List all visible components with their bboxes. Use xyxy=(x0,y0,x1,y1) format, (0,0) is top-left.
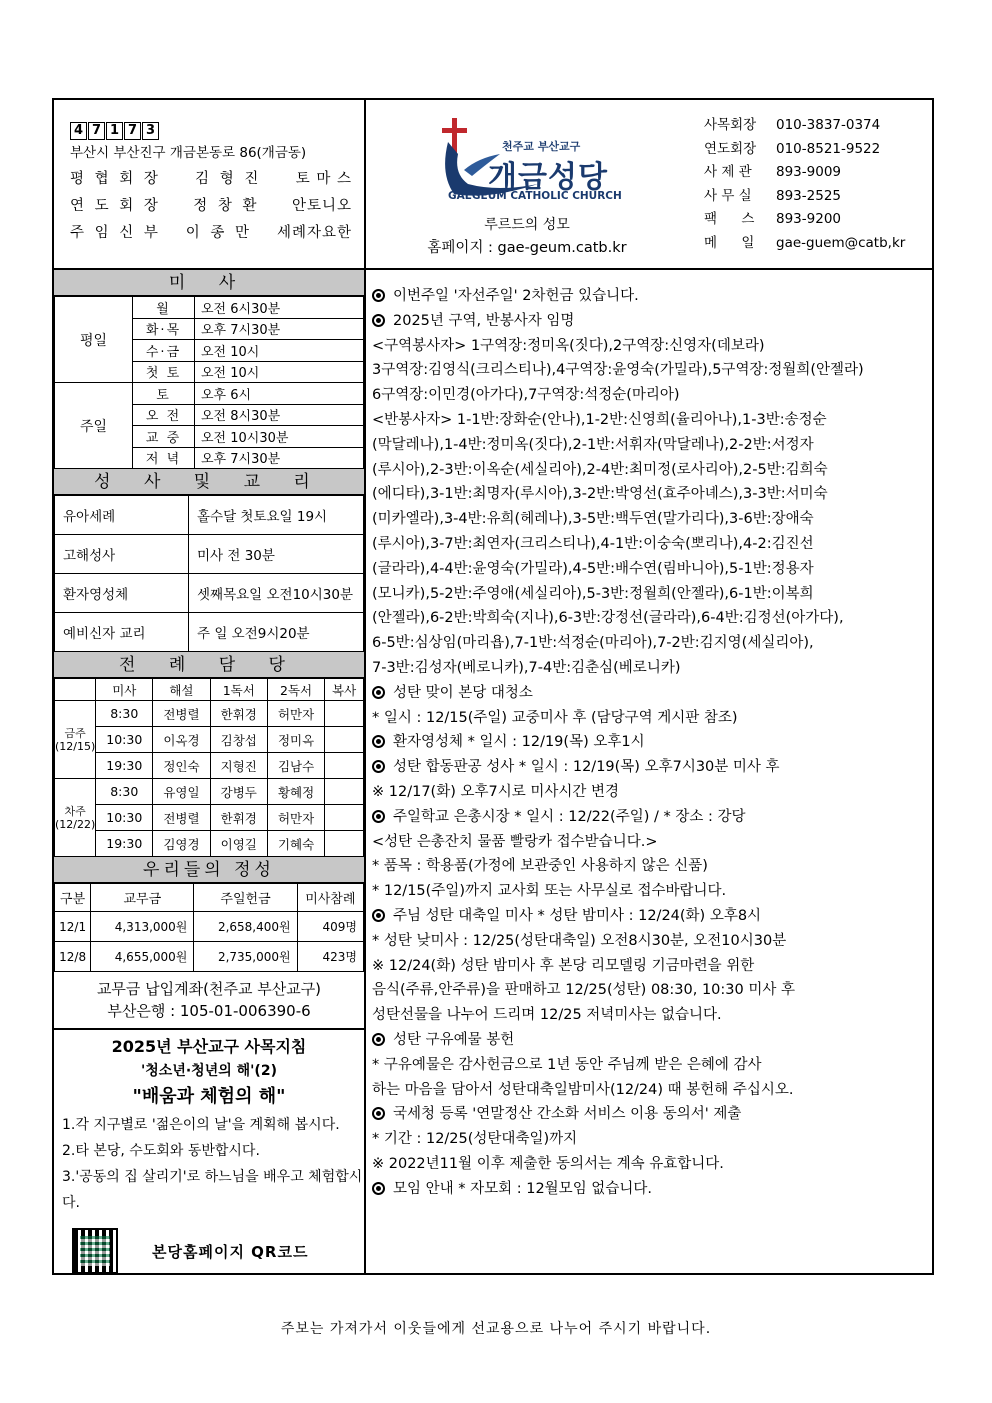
person-name: 김 형 진 xyxy=(195,171,262,187)
table-row: 환자영성체 셋째목요일 오전10시30분 xyxy=(55,574,364,613)
table-row: 12/1 4,313,000원 2,658,400원 409명 xyxy=(55,912,364,942)
notice-line: (모니카),5-2반:주영애(세실리아),5-3반:정월희(안젤라),6-1반:이복희 xyxy=(372,585,814,602)
notice-heading: 2025년 구역, 반봉사자 임명 xyxy=(372,309,932,334)
notice-line: ※ 12/24(화) 성탄 밤미사 후 본당 리모델링 기금마련을 위한 xyxy=(372,957,755,974)
next-week-label: 차주(12/22) xyxy=(55,779,96,857)
contact-row: 사목회장 010-3837-0374 xyxy=(704,117,881,133)
person-name: 정 창 환 xyxy=(193,198,260,214)
table-row: 10:30 전병렬 한휘경 허만자 xyxy=(55,805,364,831)
notice-line: * 구유예물은 감사헌금으로 1년 동안 주님께 받은 은혜에 감사 xyxy=(372,1056,762,1073)
table-header-row: 미사 해설 1독서 2독서 복사 xyxy=(55,679,364,701)
table-row: 수·금 오전 10시 xyxy=(55,340,364,362)
zip-digit: 7 xyxy=(124,122,141,140)
table-row: 19:30 정인숙 지형진 김남수 xyxy=(55,753,364,779)
notice-line: * 기간 : 12/25(성탄대축일)까지 xyxy=(372,1131,578,1148)
sacraments-table xyxy=(54,495,364,652)
zip-digit: 7 xyxy=(88,122,105,140)
mass-section-title: 미 사 xyxy=(54,270,364,296)
qr-section xyxy=(54,1228,364,1274)
bullet-icon xyxy=(372,686,385,699)
bullet-icon xyxy=(372,909,385,922)
table-row: 첫 토 오전 10시 xyxy=(55,361,364,383)
contact-row: 메 일 gae-guem@catb,kr xyxy=(704,232,932,256)
bullet-icon xyxy=(372,760,385,773)
notice-line: ※ 12/17(화) 오후7시로 미사시간 변경 xyxy=(372,783,619,800)
this-week-label: 금주(12/15) xyxy=(55,701,96,779)
qr-label: 본당홈페이지 QR코드 xyxy=(152,1242,309,1261)
notice-line: * 일시 : 12/15(주일) 교중미사 후 (담당구역 게시판 참조) xyxy=(372,709,738,726)
homepage-link[interactable]: 홈페이지 : gae-geum.catb.kr xyxy=(427,240,627,256)
table-row: 12/8 4,655,000원 2,735,000원 423명 xyxy=(55,942,364,972)
pastoral-theme: "배움과 체험의 해" xyxy=(132,1086,286,1107)
list-item: 3.'공동의 집 살리기'로 하느님을 배우고 체험합시다. xyxy=(62,1169,363,1211)
church-name: 개금성당 xyxy=(488,160,608,195)
notices-column xyxy=(372,284,932,1201)
qr-code-icon[interactable] xyxy=(72,1228,118,1274)
zip-digit: 1 xyxy=(106,122,123,140)
mass-schedule-table xyxy=(54,296,364,469)
church-address: 부산시 부산진구 개금본동로 86(개금동) xyxy=(70,145,307,161)
notice-heading: 주일학교 은총시장 * 일시 : 12/22(주일) / * 장소 : 강당 xyxy=(372,805,932,830)
contact-list xyxy=(704,114,932,255)
church-logo-block xyxy=(366,100,688,268)
liturgy-table xyxy=(54,678,364,857)
notice-line: * 12/15(주일)까지 교사회 또는 사무실로 접수바랍니다. xyxy=(372,883,727,900)
bullet-icon xyxy=(372,1033,385,1046)
pastoral-title: 2025년 부산교구 사목지침 xyxy=(111,1037,307,1056)
table-row: 예비신자 교리 주 일 오전9시20분 xyxy=(55,613,364,652)
person-row xyxy=(70,193,360,220)
bullet-icon xyxy=(372,810,385,823)
notice-heading: 주님 성탄 대축일 미사 * 성탄 밤미사 : 12/24(화) 오후8시 xyxy=(372,904,932,929)
sunday-label: 주일 xyxy=(55,383,133,469)
notice-line: 6구역장:이민경(아가다),7구역장:석정순(마리아) xyxy=(372,387,680,404)
offerings-table xyxy=(54,883,364,972)
notice-line: * 품목 : 학용품(가정에 보관중인 사용하지 않은 신품) xyxy=(372,858,708,875)
table-row: 고해성사 미사 전 30분 xyxy=(55,535,364,574)
table-header-row: 구분 교무금 주일헌금 미사참례 xyxy=(55,884,364,912)
bullet-icon xyxy=(372,1182,385,1195)
person-role: 평 협 회 장 xyxy=(70,171,161,187)
bullet-icon xyxy=(372,289,385,302)
notice-heading: 모임 안내 * 자모회 : 12월모임 없습니다. xyxy=(372,1177,932,1202)
list-item: 1.각 지구별로 '젊은이의 날'을 계획해 봅시다. xyxy=(62,1117,340,1133)
offerings-section-title: 우리들의 정성 xyxy=(54,857,364,883)
contact-row: 연도회장 010-8521-9522 xyxy=(704,140,881,157)
notice-heading: 성탄 맞이 본당 대청소 xyxy=(372,681,932,706)
table-row: 금주(12/15) 8:30 전병렬 한휘경 허만자 xyxy=(55,701,364,727)
contact-row: 사 제 관 893-9009 xyxy=(704,164,841,180)
list-item: 2.타 본당, 수도회와 동반합시다. xyxy=(62,1143,260,1159)
bullet-icon xyxy=(372,314,385,327)
notice-line: (루시아),3-7반:최연자(크리스티나),4-1반:이숭숙(뽀리나),4-2:김진선 xyxy=(372,535,814,552)
church-english-name: GAEGEUM CATHOLIC CHURCH xyxy=(448,190,622,202)
notice-line: 6-5반:심상임(마리욥),7-1반:석정순(마리아),7-2반:김지영(세실리아), xyxy=(372,635,814,652)
person-role: 주 임 신 부 xyxy=(70,225,161,241)
person-name: 이 종 만 xyxy=(185,225,253,241)
notice-line: <구역봉사자> 1구역장:정미옥(짓다),2구역장:신영자(데보라) xyxy=(372,337,765,354)
pastoral-list xyxy=(54,1112,364,1216)
bulletin-frame xyxy=(52,98,934,1275)
zip-digit: 3 xyxy=(142,122,159,140)
notice-line: ※ 2022년11월 이후 제출한 동의서는 계속 유효합니다. xyxy=(372,1155,724,1172)
notice-heading: 성탄 합동판공 성사 * 일시 : 12/19(목) 오후7시30분 미사 후 xyxy=(372,755,932,780)
account-info: 교무금 납입계좌(천주교 부산교구) 부산은행 : 105-01-006390-6 xyxy=(54,972,364,1030)
notice-line: <반봉사자> 1-1반:장화순(안나),1-2반:신영희(율리아나),1-3반:송정순 xyxy=(372,411,827,428)
bullet-icon xyxy=(372,735,385,748)
person-role: 연 도 회 장 xyxy=(70,198,161,214)
notice-line: 음식(주류,안주류)을 판매하고 12/25(성탄) 08:30, 10:30 미사 후 xyxy=(372,982,795,999)
person-row xyxy=(70,220,360,247)
notice-line: (에디타),3-1반:최명자(루시아),3-2반:박영선(효주아녜스),3-3반:서미숙 xyxy=(372,486,828,503)
sacraments-section-title: 성 사 및 교 리 xyxy=(54,469,364,495)
pastoral-subtitle: '청소년·청년의 해'(2) xyxy=(141,1063,277,1079)
notice-line: (글라라),4-4반:윤영숙(가밀라),4-5반:배수연(림바니아),5-1반:정용자 xyxy=(372,560,814,577)
table-row: 유아세례 홀수달 첫토요일 19시 xyxy=(55,496,364,535)
contact-row: 사 무 실 893-2525 xyxy=(704,187,841,204)
table-row: 교 중 오전 10시30분 xyxy=(55,426,364,448)
person-row xyxy=(70,166,360,193)
notice-line: 3구역장:김영식(크리스티나),4구역장:윤영숙(가밀라),5구역장:정월희(안젤라) xyxy=(372,362,864,379)
notice-line: 7-3반:김성자(베로니카),7-4반:김춘심(베로니카) xyxy=(372,659,681,676)
notice-heading: 환자영성체 * 일시 : 12/19(목) 오후1시 xyxy=(372,730,932,755)
zip-digit: 4 xyxy=(70,122,87,140)
person-baptism: 안토니오 xyxy=(291,198,352,214)
patron-saint: 루르드의 성모 xyxy=(484,217,570,233)
table-row: 저 녁 오후 7시30분 xyxy=(55,447,364,469)
person-baptism: 세례자요한 xyxy=(276,225,352,241)
header-address-block xyxy=(70,122,360,247)
footer-note: 주보는 가져가서 이웃들에게 선교용으로 나누어 주시기 바랍니다. xyxy=(280,1321,712,1337)
notice-heading: 국세청 등록 '연말정산 간소화 서비스 이용 동의서' 제출 xyxy=(372,1102,932,1127)
notice-heading: 성탄 구유예물 봉헌 xyxy=(372,1028,932,1053)
notice-line: (막달레나),1-4반:정미옥(짓다),2-1반:서휘자(막달레나),2-2반:서정자 xyxy=(372,436,814,453)
notice-line: (미카엘라),3-4반:유희(헤레나),3-5반:백두연(말가리다),3-6반:장애숙 xyxy=(372,511,814,528)
pastoral-guidelines xyxy=(54,1030,364,1108)
table-row: 평일 월 오전 6시30분 xyxy=(55,297,364,319)
table-row: 화·목 오후 7시30분 xyxy=(55,318,364,340)
table-row: 19:30 김영경 이영길 기혜숙 xyxy=(55,831,364,857)
bullet-icon xyxy=(372,1107,385,1120)
diocese-label: 천주교 부산교구 xyxy=(502,140,581,153)
zip-code xyxy=(70,122,360,140)
table-row: 오 전 오전 8시30분 xyxy=(55,404,364,426)
left-column xyxy=(54,270,364,1274)
table-row: 주일 토 오후 6시 xyxy=(55,383,364,405)
notice-line: 성탄선물을 나누어 드리며 12/25 저녁미사는 없습니다. xyxy=(372,1007,722,1024)
contact-row: 팩 스 893-9200 xyxy=(704,211,841,227)
notice-line: 하는 마음을 담아서 성탄대축일밤미사(12/24) 때 봉헌해 주십시오. xyxy=(372,1081,794,1098)
email-link[interactable]: gae-guem@catb,kr xyxy=(776,234,906,251)
notice-heading: 이번주일 '자선주일' 2차헌금 있습니다. xyxy=(372,284,932,309)
notice-line: * 성탄 낮미사 : 12/25(성탄대축일) 오전8시30분, 오전10시30분 xyxy=(372,932,787,949)
weekday-label: 평일 xyxy=(55,297,133,383)
person-baptism: 토 마 스 xyxy=(295,171,352,187)
liturgy-section-title: 전 례 담 당 xyxy=(54,652,364,678)
notice-line: (안젤라),6-2반:박희숙(지나),6-3반:강정선(글라라),6-4반:김정선(아가다), xyxy=(372,610,844,627)
column-divider xyxy=(364,100,366,1273)
notice-line: (루시아),2-3반:이옥순(세실리아),2-4반:최미정(로사리아),2-5반:김희숙 xyxy=(372,461,828,478)
notice-line: <성탄 은총잔치 물품 빨랑카 접수받습니다.> xyxy=(372,833,658,850)
table-row: 차주(12/22) 8:30 유영일 강병두 황혜정 xyxy=(55,779,364,805)
table-row: 10:30 이옥경 김창섭 정미옥 xyxy=(55,727,364,753)
